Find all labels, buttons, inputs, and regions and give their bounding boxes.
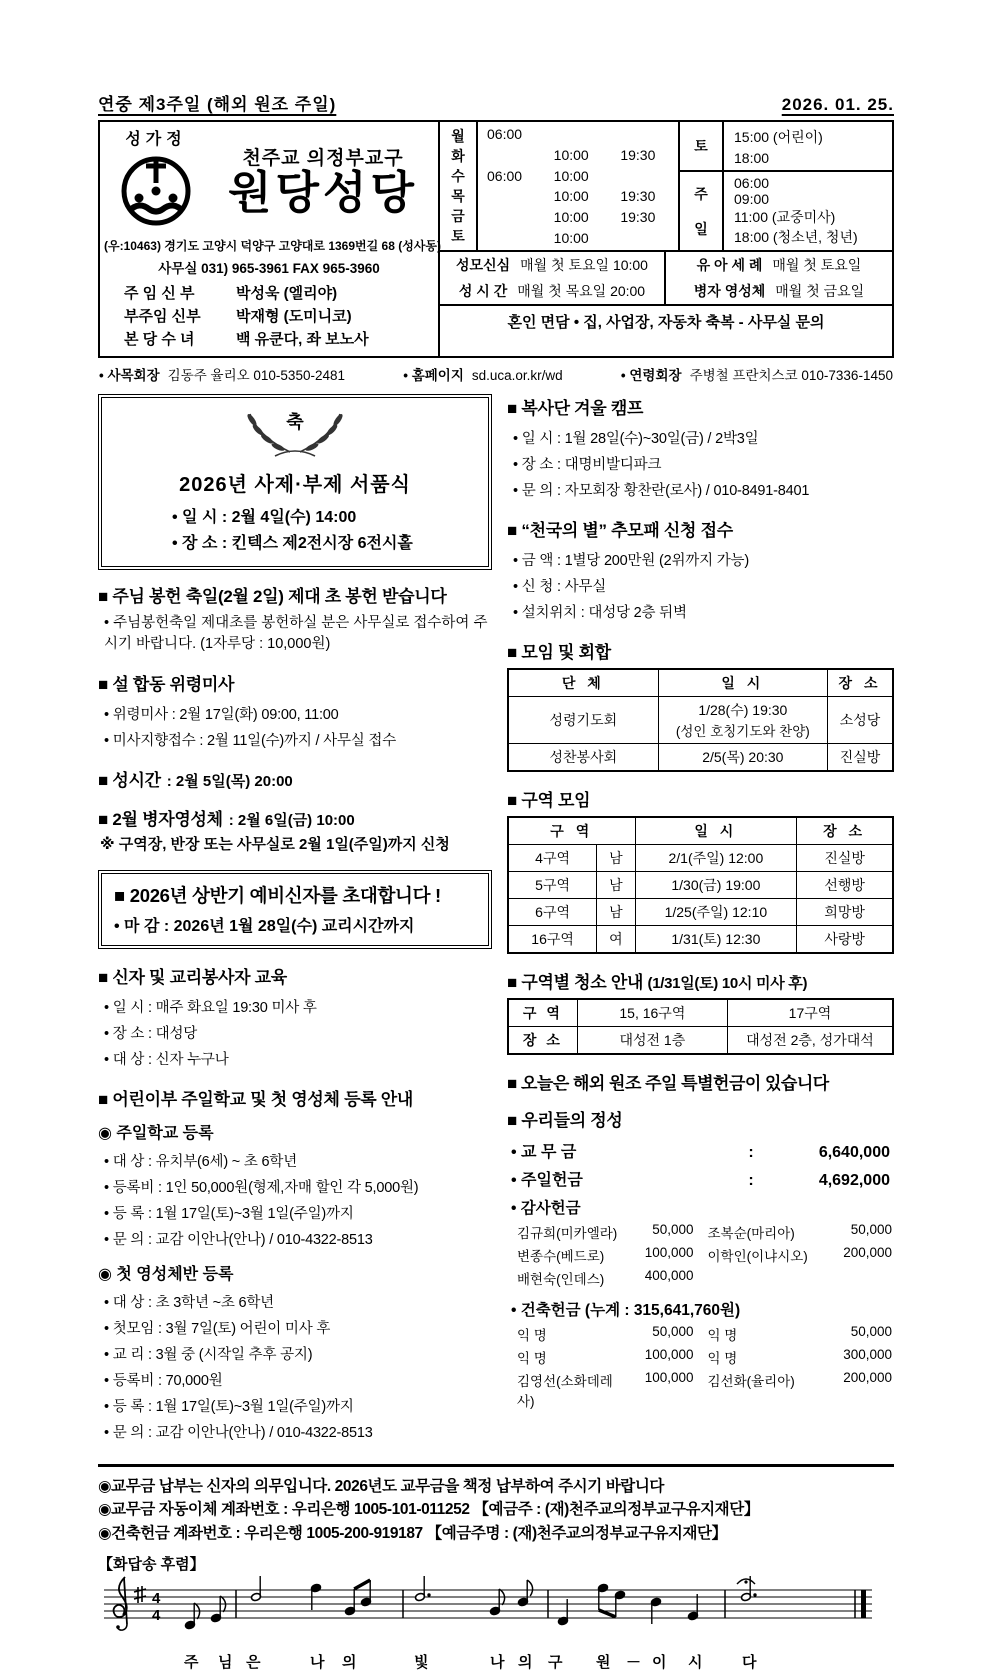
section-items	[507, 424, 894, 502]
clergy-role: 주 임 신 부	[124, 285, 195, 302]
section-heading: ■ 주님 봉헌 축일(2월 2일) 제대 초 봉헌 받습니다	[98, 587, 447, 607]
offering-amount: 4,692,000	[818, 1171, 890, 1189]
district-cell: 진실방	[797, 845, 893, 872]
offering-total-row	[507, 1136, 894, 1164]
mass-time: 06:00	[487, 167, 523, 184]
district-cell: 1/25(주일) 12:10	[635, 899, 797, 926]
section-heading: ■ 우리들의 정성	[507, 1111, 623, 1130]
mass-time: 10:00	[553, 146, 589, 163]
devotion-cell	[666, 252, 892, 278]
education-item: • 장 소 : 대성당	[104, 1025, 198, 1042]
responsorial-psalm-label: 【화답송 후렴】	[98, 1555, 205, 1573]
section-district-meetings	[507, 786, 894, 954]
district-cell: 6구역	[508, 899, 597, 926]
catechumen-box	[98, 870, 492, 949]
weekend-day-char: 주	[694, 185, 708, 202]
devotion-label: 성 시 간	[458, 283, 508, 299]
logo-block	[104, 126, 208, 232]
sick-communion-note: ※ 구역장, 반장 또는 사무실로 2월 1일(주일)까지 신청	[100, 836, 450, 854]
mass-time: 10:00	[553, 188, 589, 205]
section-heading: ■ 성시간	[98, 771, 161, 791]
section-heading: ■ 2월 병자영성체	[98, 810, 223, 830]
contact-value: sd.uca.or.kr/wd	[471, 368, 563, 383]
sunday-school-title: ◉ 주일학교 등록	[98, 1125, 214, 1143]
donation-amount: 100,000	[644, 1245, 694, 1260]
cleaning-cell: 17구역	[727, 999, 893, 1027]
weekend-day-label	[680, 122, 724, 170]
first-communion-item: • 대 상 : 초 3학년 ~초 6학년	[104, 1294, 274, 1311]
first-communion-item: • 등록비 : 70,000원	[104, 1372, 223, 1389]
offering-totals	[507, 1136, 894, 1192]
table-row	[508, 999, 893, 1027]
contact-entry	[621, 364, 893, 384]
devotion-label: 성모신심	[456, 257, 511, 273]
weekend-block	[680, 122, 892, 172]
holy-hour-time: : 2월 5일(목) 20:00	[166, 773, 293, 791]
mass-time: 19:30	[620, 209, 656, 226]
contact-entry	[403, 364, 562, 384]
mass-times	[440, 122, 892, 252]
devotion-time: 매월 첫 토요일	[772, 257, 862, 273]
lyric-syllable: 구	[548, 1653, 563, 1671]
education-item: • 일 시 : 매주 화요일 19:30 미사 후	[104, 999, 317, 1016]
cleaning-table	[507, 998, 894, 1055]
lyric-syllable: 의	[342, 1653, 357, 1671]
contact-value: 김동주 율리오 010-5350-2481	[167, 368, 345, 383]
when-cell	[658, 697, 827, 744]
mass-time: 19:30	[620, 146, 656, 163]
devotion-cell	[666, 278, 892, 304]
weekday-label: 목	[451, 188, 465, 204]
donor-name: 이학인(이냐시오)	[707, 1249, 808, 1264]
cleaning-cell: 대성전 1층	[577, 1027, 727, 1055]
table-row	[508, 697, 893, 744]
group-cell: 성령기도회	[508, 697, 658, 744]
column-header: 일 시	[635, 817, 797, 845]
district-cell: 남	[597, 899, 635, 926]
page-title: 연중 제3주일 (해외 원조 주일)	[98, 95, 337, 114]
camp-item: • 문 의 : 자모회장 황찬란(로사) / 010-8491-8401	[513, 482, 810, 499]
weekday-times-row	[478, 230, 678, 246]
district-cell: 1/30(금) 19:00	[635, 872, 797, 899]
ordination-detail-line: • 일 시 : 2월 4일(수) 14:00	[172, 509, 357, 526]
donor-name: 김영선(소화데레사)	[517, 1374, 613, 1409]
mass-time	[611, 230, 678, 246]
plaque-item: • 신 청 : 사무실	[513, 578, 607, 595]
district-cell: 선행방	[797, 872, 893, 899]
clergy-name: 백 유쿤다, 좌 보노사	[236, 331, 369, 348]
sunday-school-items	[98, 1147, 492, 1251]
districts-table	[507, 816, 894, 954]
table-row	[508, 899, 893, 926]
building-fund-list	[507, 1322, 894, 1416]
devotion-cell	[440, 278, 666, 304]
clergy-row	[104, 327, 434, 350]
when-cell	[658, 744, 827, 772]
when-line: 1/28(수) 19:30	[698, 702, 788, 718]
lyric-syllable: －	[626, 1653, 642, 1671]
section-kids-registration	[98, 1085, 492, 1444]
donation-amount: 50,000	[850, 1222, 892, 1237]
donor-name: 배현숙(인데스)	[517, 1272, 605, 1287]
district-cell: 사랑방	[797, 926, 893, 954]
weekend-times-list	[724, 172, 892, 250]
ordination-box	[98, 394, 492, 570]
section-items	[98, 700, 492, 752]
mass-time	[478, 188, 545, 204]
church-address: (우:10463) 경기도 고양시 덕양구 고양대로 1369번길 68 (성사동)	[104, 239, 441, 253]
page-date: 2026. 01. 25.	[781, 95, 894, 114]
lyric-syllable: 의	[518, 1653, 533, 1671]
contact-role: • 홈페이지	[403, 368, 464, 383]
place-cell: 소성당	[828, 697, 893, 744]
devotions-row	[440, 252, 892, 306]
mass-time: 11:00 (교중미사)	[734, 209, 836, 225]
mass-time: 10:00	[553, 167, 589, 184]
hymn-lyrics	[98, 1651, 894, 1675]
table-row	[508, 872, 893, 899]
first-communion-items	[98, 1288, 492, 1444]
clergy-row	[104, 304, 434, 327]
footer-notices	[98, 1475, 894, 1545]
first-communion-item: • 등 록 : 1월 17일(토)~3월 1일(주일)까지	[104, 1398, 354, 1415]
section-heading: ■ 어린이부 주일학교 및 첫 영성체 등록 안내	[98, 1090, 414, 1110]
lyric-syllable: 은	[246, 1653, 261, 1671]
clergy-name: 박성욱 (엘리야)	[236, 285, 338, 302]
weekend-times	[680, 122, 892, 250]
district-cell: 1/31(토) 12:30	[635, 926, 797, 954]
when-line: 2/5(목) 20:30	[702, 749, 784, 765]
devotion-time: 매월 첫 토요일 10:00	[520, 257, 648, 273]
district-cell: 2/1(주일) 12:00	[635, 845, 797, 872]
donation-amount: 300,000	[843, 1347, 892, 1362]
clergy-role: 본 당 수 녀	[124, 331, 195, 348]
district-cell: 남	[597, 845, 635, 872]
mass-time: 10:00	[553, 229, 589, 246]
section-meetings	[507, 638, 894, 772]
weekday-times-row	[478, 168, 678, 184]
blessing-note: 혼인 면담 • 집, 사업장, 자동차 축복 - 사무실 문의	[507, 314, 825, 331]
donation-amount: 200,000	[843, 1370, 892, 1385]
celebration-badge: 축	[286, 412, 304, 432]
lyric-syllable: 나	[310, 1653, 325, 1671]
weekday-times-row	[478, 126, 678, 142]
weekday-times-row	[478, 147, 678, 163]
education-item: • 대 상 : 신자 누구나	[104, 1051, 229, 1068]
lyric-syllable: 주	[184, 1653, 199, 1671]
section-heading: ■ 복사단 겨울 캠프	[507, 399, 644, 418]
section-offerings	[507, 1106, 894, 1416]
offering-amount: 6,640,000	[818, 1143, 890, 1161]
cleaning-cell: 구 역	[508, 999, 577, 1027]
mass-time	[545, 126, 612, 142]
music-staff-svg	[98, 1576, 878, 1646]
meetings-table	[507, 668, 894, 772]
weekday-label: 화	[451, 148, 465, 164]
church-name-block	[212, 143, 434, 216]
contacts-line	[99, 364, 893, 384]
section-heading	[507, 968, 894, 993]
clergy-row	[104, 281, 434, 304]
cleaning-cell: 장 소	[508, 1027, 577, 1055]
camp-item: • 일 시 : 1월 28일(수)~30일(금) / 2박3일	[513, 430, 759, 447]
content-columns	[98, 394, 894, 1458]
contact-role: • 연령회장	[620, 368, 682, 383]
section-heading: ■ 모임 및 회합	[507, 643, 611, 662]
sunday-school-item: • 등록비 : 1인 50,000원(형제,자매 할인 각 5,000원)	[104, 1179, 419, 1196]
left-column	[98, 394, 492, 1458]
donor-name: 김규희(미카엘라)	[517, 1226, 618, 1241]
district-cell: 희망방	[797, 899, 893, 926]
mass-time: 09:00	[734, 191, 770, 207]
clergy-name: 박재형 (도미니코)	[236, 308, 352, 325]
mass-time: 15:00 (어린이)	[734, 128, 823, 145]
cleaning-cell: 대성전 2층, 성가대석	[727, 1027, 893, 1055]
weekday-times	[440, 122, 680, 250]
church-name: 원당성당	[228, 166, 418, 218]
section-body: • 주님봉헌축일 제대초를 봉헌하실 분은 사무실로 접수하여 주시기 바랍니다. (1자루당 : 10,000원)	[104, 615, 488, 653]
mass-time: 06:00	[734, 175, 770, 191]
weekend-times-list	[724, 122, 892, 170]
offering-label: • 주일헌금	[511, 1171, 583, 1189]
weekend-day-label	[680, 172, 724, 250]
catechumen-title: ■ 2026년 상반기 예비신자를 초대합니다 !	[114, 885, 441, 907]
weekday-label: 금	[451, 208, 465, 224]
section-heading: ■ “천국의 별” 추모패 신청 접수	[507, 521, 733, 540]
laurel-wrap	[112, 406, 478, 464]
section-candle-offering	[98, 582, 492, 656]
top-header	[98, 90, 894, 115]
mass-time	[611, 126, 678, 142]
donor-name: 익 명	[517, 1328, 547, 1343]
section-holy-hour	[98, 766, 492, 791]
diocese-name: 천주교 의정부교구	[242, 147, 404, 169]
section-education	[98, 963, 492, 1071]
bulletin-page	[98, 90, 894, 1675]
mass-time	[478, 209, 545, 225]
cleaning-cell: 15, 16구역	[577, 999, 727, 1027]
group-cell: 성찬봉사회	[508, 744, 658, 772]
weekday-label: 월	[451, 128, 465, 144]
districts-table-el	[507, 816, 894, 954]
weekday-label: 수	[451, 168, 465, 184]
thanks-offering-list	[507, 1220, 894, 1294]
logo-row	[104, 126, 434, 234]
column-header: 장 소	[828, 669, 893, 697]
weekend-block	[680, 172, 892, 250]
mass-time	[611, 168, 678, 184]
sunday-school-item: • 문 의 : 교감 이안나(안나) / 010-4322-8513	[104, 1231, 373, 1248]
ordination-detail-line: • 장 소 : 킨텍스 제2전시장 6전시홀	[172, 534, 413, 552]
cleaning-heading: ■ 구역별 청소 안내	[507, 973, 644, 992]
section-items	[98, 993, 492, 1071]
devotion-time: 매월 첫 목요일 20:00	[517, 283, 646, 299]
mass-time: 18:00	[734, 149, 770, 166]
table-row	[508, 845, 893, 872]
offering-label: • 교 무 금	[511, 1143, 577, 1161]
lyric-syllable: 나	[490, 1653, 505, 1671]
lyric-syllable: 빛	[414, 1653, 429, 1671]
first-communion-item: • 첫모임 : 3월 7일(토) 어린이 미사 후	[104, 1320, 331, 1337]
camp-item: • 장 소 : 대명비발디파크	[513, 456, 662, 473]
devotion-cell	[440, 252, 666, 278]
clergy-list	[104, 281, 434, 350]
clergy-role: 부주임 신부	[124, 308, 201, 325]
weekday-time-column	[478, 122, 678, 250]
table-row	[508, 744, 893, 772]
lyric-syllable: 다	[742, 1653, 757, 1671]
lyric-syllable: 시	[688, 1653, 703, 1671]
church-logo-icon	[117, 149, 195, 227]
section-heading: ■ 신자 및 교리봉사자 교육	[98, 968, 287, 988]
table-header-row	[508, 669, 893, 697]
devotion-label: 유 아 세 례	[696, 257, 763, 273]
section-memorial-plaque	[507, 516, 894, 624]
plaque-item: • 금 액 : 1별당 200만원 (2위까지 가능)	[513, 552, 749, 569]
memorial-mass-item: • 위령미사 : 2월 17일(화) 09:00, 11:00	[104, 706, 339, 723]
ordination-title: 2026년 사제·부제 서품식	[179, 474, 411, 496]
district-cell: 16구역	[508, 926, 597, 954]
offering-colon: :	[748, 1171, 754, 1189]
footer-notice-line: ◉건축헌금 계좌번호 : 우리은행 1005-200-919187 【예금주명 : (재)천주교의정부교구유지재단】	[98, 1524, 727, 1542]
donation-amount: 100,000	[644, 1370, 694, 1385]
weekday-day-column	[440, 122, 478, 250]
donor-name: 변종수(베드로)	[517, 1249, 605, 1264]
mass-time	[478, 230, 545, 246]
donation-amount: 50,000	[652, 1324, 694, 1339]
when-line: (성인 호칭기도와 찬양)	[675, 724, 810, 739]
mass-schedule	[440, 122, 892, 356]
district-cell: 4구역	[508, 845, 597, 872]
district-cell: 남	[597, 872, 635, 899]
sunday-school-item: • 등 록 : 1월 17일(토)~3월 1일(주일)까지	[104, 1205, 354, 1222]
donor-name: 조복순(마리아)	[707, 1226, 795, 1241]
svg-text:4: 4	[152, 1589, 161, 1607]
table-header-row	[508, 817, 893, 845]
table-row	[508, 926, 893, 954]
weekday-label: 토	[451, 228, 465, 244]
first-communion-title: ◉ 첫 영성체반 등록	[98, 1266, 234, 1284]
ordination-details	[112, 505, 478, 556]
plaque-item: • 설치위치 : 대성당 2층 뒤벽	[513, 604, 687, 621]
footer	[98, 1464, 894, 1675]
section-items	[507, 546, 894, 624]
section-memorial-mass	[98, 670, 492, 752]
table-row	[508, 1027, 893, 1055]
mass-time: 18:00 (청소년, 청년)	[734, 229, 858, 245]
district-cell: 여	[597, 926, 635, 954]
holy-family-label: 성가정	[125, 131, 187, 148]
donation-amount: 100,000	[644, 1347, 694, 1362]
sick-communion-time: : 2월 6일(금) 10:00	[228, 812, 355, 830]
contact-entry	[99, 364, 345, 384]
footer-notice-line: ◉교무금 납부는 신자의 의무입니다. 2026년도 교무금을 책정 납부하여 주시기 바랍니다	[98, 1478, 664, 1496]
column-header: 구 역	[508, 817, 635, 845]
section-altar-camp	[507, 394, 894, 502]
weekend-day-char: 일	[694, 220, 708, 237]
donation-amount: 50,000	[850, 1324, 892, 1339]
building-fund-label: • 건축헌금 (누계 : 315,641,760원)	[511, 1302, 741, 1319]
cleaning-subtitle: (1/31일(토) 10시 미사 후)	[647, 975, 808, 992]
lyric-syllable: 원	[596, 1653, 611, 1671]
office-phone: 사무실 031) 965-3961 FAX 965-3960	[158, 261, 380, 276]
lyric-syllable: 님	[218, 1653, 233, 1671]
catechumen-deadline: • 마 감 : 2026년 1월 28일(수) 교리시간까지	[114, 918, 415, 936]
thanks-offering-label: • 감사헌금	[511, 1200, 581, 1217]
place-cell: 진실방	[828, 744, 893, 772]
column-header: 장 소	[797, 817, 893, 845]
section-heading: ■ 설 합동 위령미사	[98, 675, 235, 695]
mass-time: 06:00	[487, 126, 523, 142]
offering-total-row	[507, 1164, 894, 1192]
meetings-table-el	[507, 668, 894, 772]
column-header: 일 시	[658, 669, 827, 697]
contact-value: 주병철 프란치스코 010-7336-1450	[689, 368, 893, 383]
donor-name: 김선화(율리아)	[707, 1374, 795, 1389]
donation-amount: 200,000	[843, 1245, 892, 1260]
right-column	[507, 394, 894, 1430]
column-header: 단 체	[508, 669, 658, 697]
section-sick-communion	[98, 805, 492, 854]
memorial-mass-item: • 미사지향접수 : 2월 11일(수)까지 / 사무실 접수	[104, 732, 397, 749]
weekend-day-char: 토	[694, 138, 708, 154]
church-info	[100, 122, 440, 356]
offering-colon: :	[748, 1143, 754, 1161]
first-communion-item: • 교 리 : 3월 중 (시작일 추후 공지)	[104, 1346, 313, 1363]
special-collection-notice: ■ 오늘은 해외 원조 주일 특별헌금이 있습니다	[507, 1074, 829, 1093]
mass-time: 19:30	[620, 188, 656, 205]
devotion-label: 병자 영성체	[693, 283, 766, 299]
svg-text:4: 4	[152, 1606, 161, 1624]
mass-time: 10:00	[553, 209, 589, 226]
contact-role: • 사목회장	[99, 368, 160, 383]
first-communion-item: • 문 의 : 교감 이안나(안나) / 010-4322-8513	[104, 1424, 373, 1441]
footer-notice-line: ◉교무금 자동이체 계좌번호 : 우리은행 1005-101-011252 【예금주 : (재)천주교의정부교구유지재단】	[98, 1501, 759, 1519]
donor-name: 익 명	[707, 1328, 738, 1343]
lyric-syllable: 이	[652, 1653, 667, 1671]
weekday-times-row	[478, 209, 678, 225]
donor-name: 익 명	[707, 1351, 738, 1366]
district-cell: 5구역	[508, 872, 597, 899]
weekday-times-row	[478, 188, 678, 204]
donation-amount: 400,000	[644, 1268, 694, 1283]
donation-amount: 50,000	[652, 1222, 694, 1237]
donor-name: 익 명	[517, 1351, 547, 1366]
mass-time	[478, 147, 545, 163]
masthead-box	[98, 120, 894, 358]
cleaning-table-el	[507, 998, 894, 1055]
section-cleaning	[507, 968, 894, 1055]
section-heading: ■ 구역 모임	[507, 791, 591, 810]
music-staff	[98, 1576, 894, 1675]
sunday-school-item: • 대 상 : 유치부(6세) ~ 초 6학년	[104, 1153, 298, 1170]
devotion-time: 매월 첫 금요일	[775, 283, 865, 299]
